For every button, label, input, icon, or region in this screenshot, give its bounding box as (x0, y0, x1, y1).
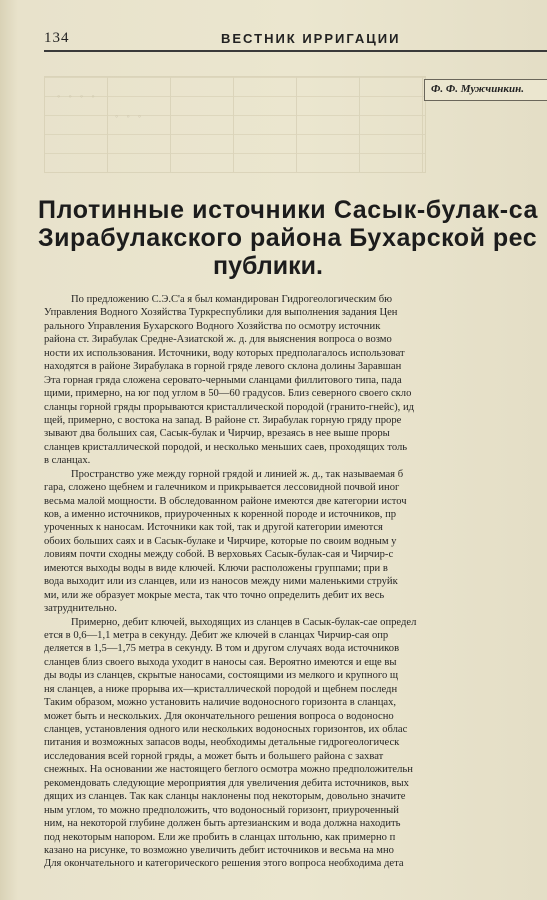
body-line: ловиям почти сходны между собой. В верховьях Сасык-булак-сая и Чирчир-с (44, 549, 394, 561)
body-line: казано на рисунке, то возможно увеличить дебит источников и весьма на мно (44, 844, 394, 856)
body-line: зывают два больших сая, Сасык-булак и Чирчир, врезаясь в нее выше проры (44, 428, 390, 440)
title-line: Зирабулакского района Бухарской рес (38, 224, 538, 252)
body-line: затруднительно. (44, 603, 117, 615)
bleed-through-mark: ◦ ◦ ◦ (115, 111, 145, 121)
article-title (38, 196, 547, 280)
body-line: в сланцах. (44, 455, 91, 467)
body-line: сланцев кристаллической породой, и несколько меньших саев, проходящих толь (44, 441, 408, 453)
body-line: района ст. Зирабулак Средне-Азиатской ж. д. для выяснения вопроса о возмо (44, 334, 392, 346)
body-line: уроченных к наносам. Источники как той, так и другой категории имеются (44, 522, 383, 534)
bleed-through-mark: ◦ ◦ ◦ ◦ (57, 91, 98, 101)
body-line: имеются выходы воды в виде ключей. Ключи расположены группами; при в (44, 562, 388, 574)
body-line: ды воды из сланцев, скрытые наносами, состоящими из мелкого и крупного щ (44, 670, 399, 682)
page-header (44, 28, 547, 52)
body-line: Для окончательного и категорического решения этого вопроса необходима дета (44, 858, 404, 870)
body-line: Управления Водного Хозяйства Туркреспублики для выполнения задания Цен (44, 307, 398, 319)
body-line: ным углом, то можно предположить, что водоносный горизонт, приуроченный (44, 804, 399, 816)
body-line: деляется в 1,5—1,75 метра в секунду. В том и другом случаях вода источников (44, 643, 400, 655)
body-line: сланцев, установления одного или нескольких водоносных горизонтов, их облас (44, 724, 408, 735)
body-line: ности их использования. Источники, воду которых предполагалось использоват (44, 347, 405, 359)
body-line: Примерно, дебит ключей, выходящих из сланцев в Сасык-булак-сае определ (71, 616, 417, 628)
body-line: может быть и нескольких. Для окончательного решения вопроса о водоносно (44, 710, 394, 722)
body-line: Пространство уже между горной грядой и линией ж. д., так называемая б (71, 468, 404, 480)
body-line: Таким образом, можно установить наличие водоносного горизонта в сланцах, (44, 697, 397, 709)
body-line: исследования всей горной гряды, а может быть и большего района с захват (44, 750, 384, 762)
body-line: вода выходит или из сланцев, или из наносов между ними маленькими струйк (44, 576, 398, 588)
article-body (44, 293, 547, 871)
body-line: сланцев близ своего выхода уходит в наносы сая. Вероятно имеются и еще вы (44, 656, 397, 668)
body-line: ним, на некоторой глубине должен быть артезианским и вода должна находить (44, 818, 401, 830)
body-line: щими, примерно, на юг под углом в 50—60 градусов. Близ северного своего скло (44, 388, 412, 400)
author-name: Ф. Ф. Мужчинкин. (431, 83, 524, 95)
body-line: ков, а именно источников, приуроченных к коренной породе и источников, пр (44, 509, 397, 520)
body-line: снежных. На основании же настоящего беглого осмотра можно предположительн (44, 764, 413, 776)
body-line: находятся в районе Зирабулака в горной гряде левого склона долины Заравшан (44, 361, 402, 373)
body-line: рального Управления Бухарского Водного Хозяйства по осмотру источник (44, 320, 381, 332)
journal-title: ВЕСТНИК ИРРИГАЦИИ (221, 31, 401, 46)
body-line: дящих из сланцев. Так как сланцы наклонены под некоторым, довольно значите (44, 791, 406, 803)
body-line: щей, примерно, с востока на запад. В районе ст. Зирабулак горную гряду проре (44, 414, 402, 426)
body-line: ется в 0,6—1,1 метра в секунду. Дебит же ключей в сланцах Чирчир-сая опр (44, 629, 389, 641)
body-line: По предложению С.Э.С'а я был командирован Гидрогеологическим бю (71, 294, 393, 305)
body-line: ня сланцев, а ниже прорыва их—кристаллической породой и щебнем последн (44, 683, 398, 695)
body-line: питания и возможных запасов воды, необходимы детальные гидрогеологическ (44, 737, 400, 749)
title-line: публики. (213, 252, 323, 280)
author-box (424, 79, 547, 101)
bleed-through-table (44, 76, 426, 173)
page-number: 134 (44, 30, 70, 46)
body-line: сланцы горной гряды прорываются кристаллической породой (гранито-гнейс), ид (44, 401, 415, 413)
body-line: весьма малой мощности. В обследованном районе имеются две категории источ (44, 495, 407, 507)
body-line: Эта горная гряда сложена серовато-черными сланцами филлитового типа, пада (44, 374, 402, 386)
body-line: под некоторым напором. Ели же пробить в сланцах штольню, как примерно п (44, 831, 396, 843)
body-line: рекомендовать следующие мероприятия для увеличения дебита источников, вых (44, 777, 409, 789)
body-line: обоих больших саях и в Сасык-булаке и Чирчире, которые по своим водным у (44, 535, 397, 547)
title-line: Плотинные источники Сасык-булак-са (38, 196, 539, 224)
body-line: гара, сложено щебнем и галечником и прикрывается лессовидной почвой иног (44, 482, 400, 494)
body-line: ми, или же образует мокрые места, так что точно определить дебит их весь (44, 589, 385, 601)
